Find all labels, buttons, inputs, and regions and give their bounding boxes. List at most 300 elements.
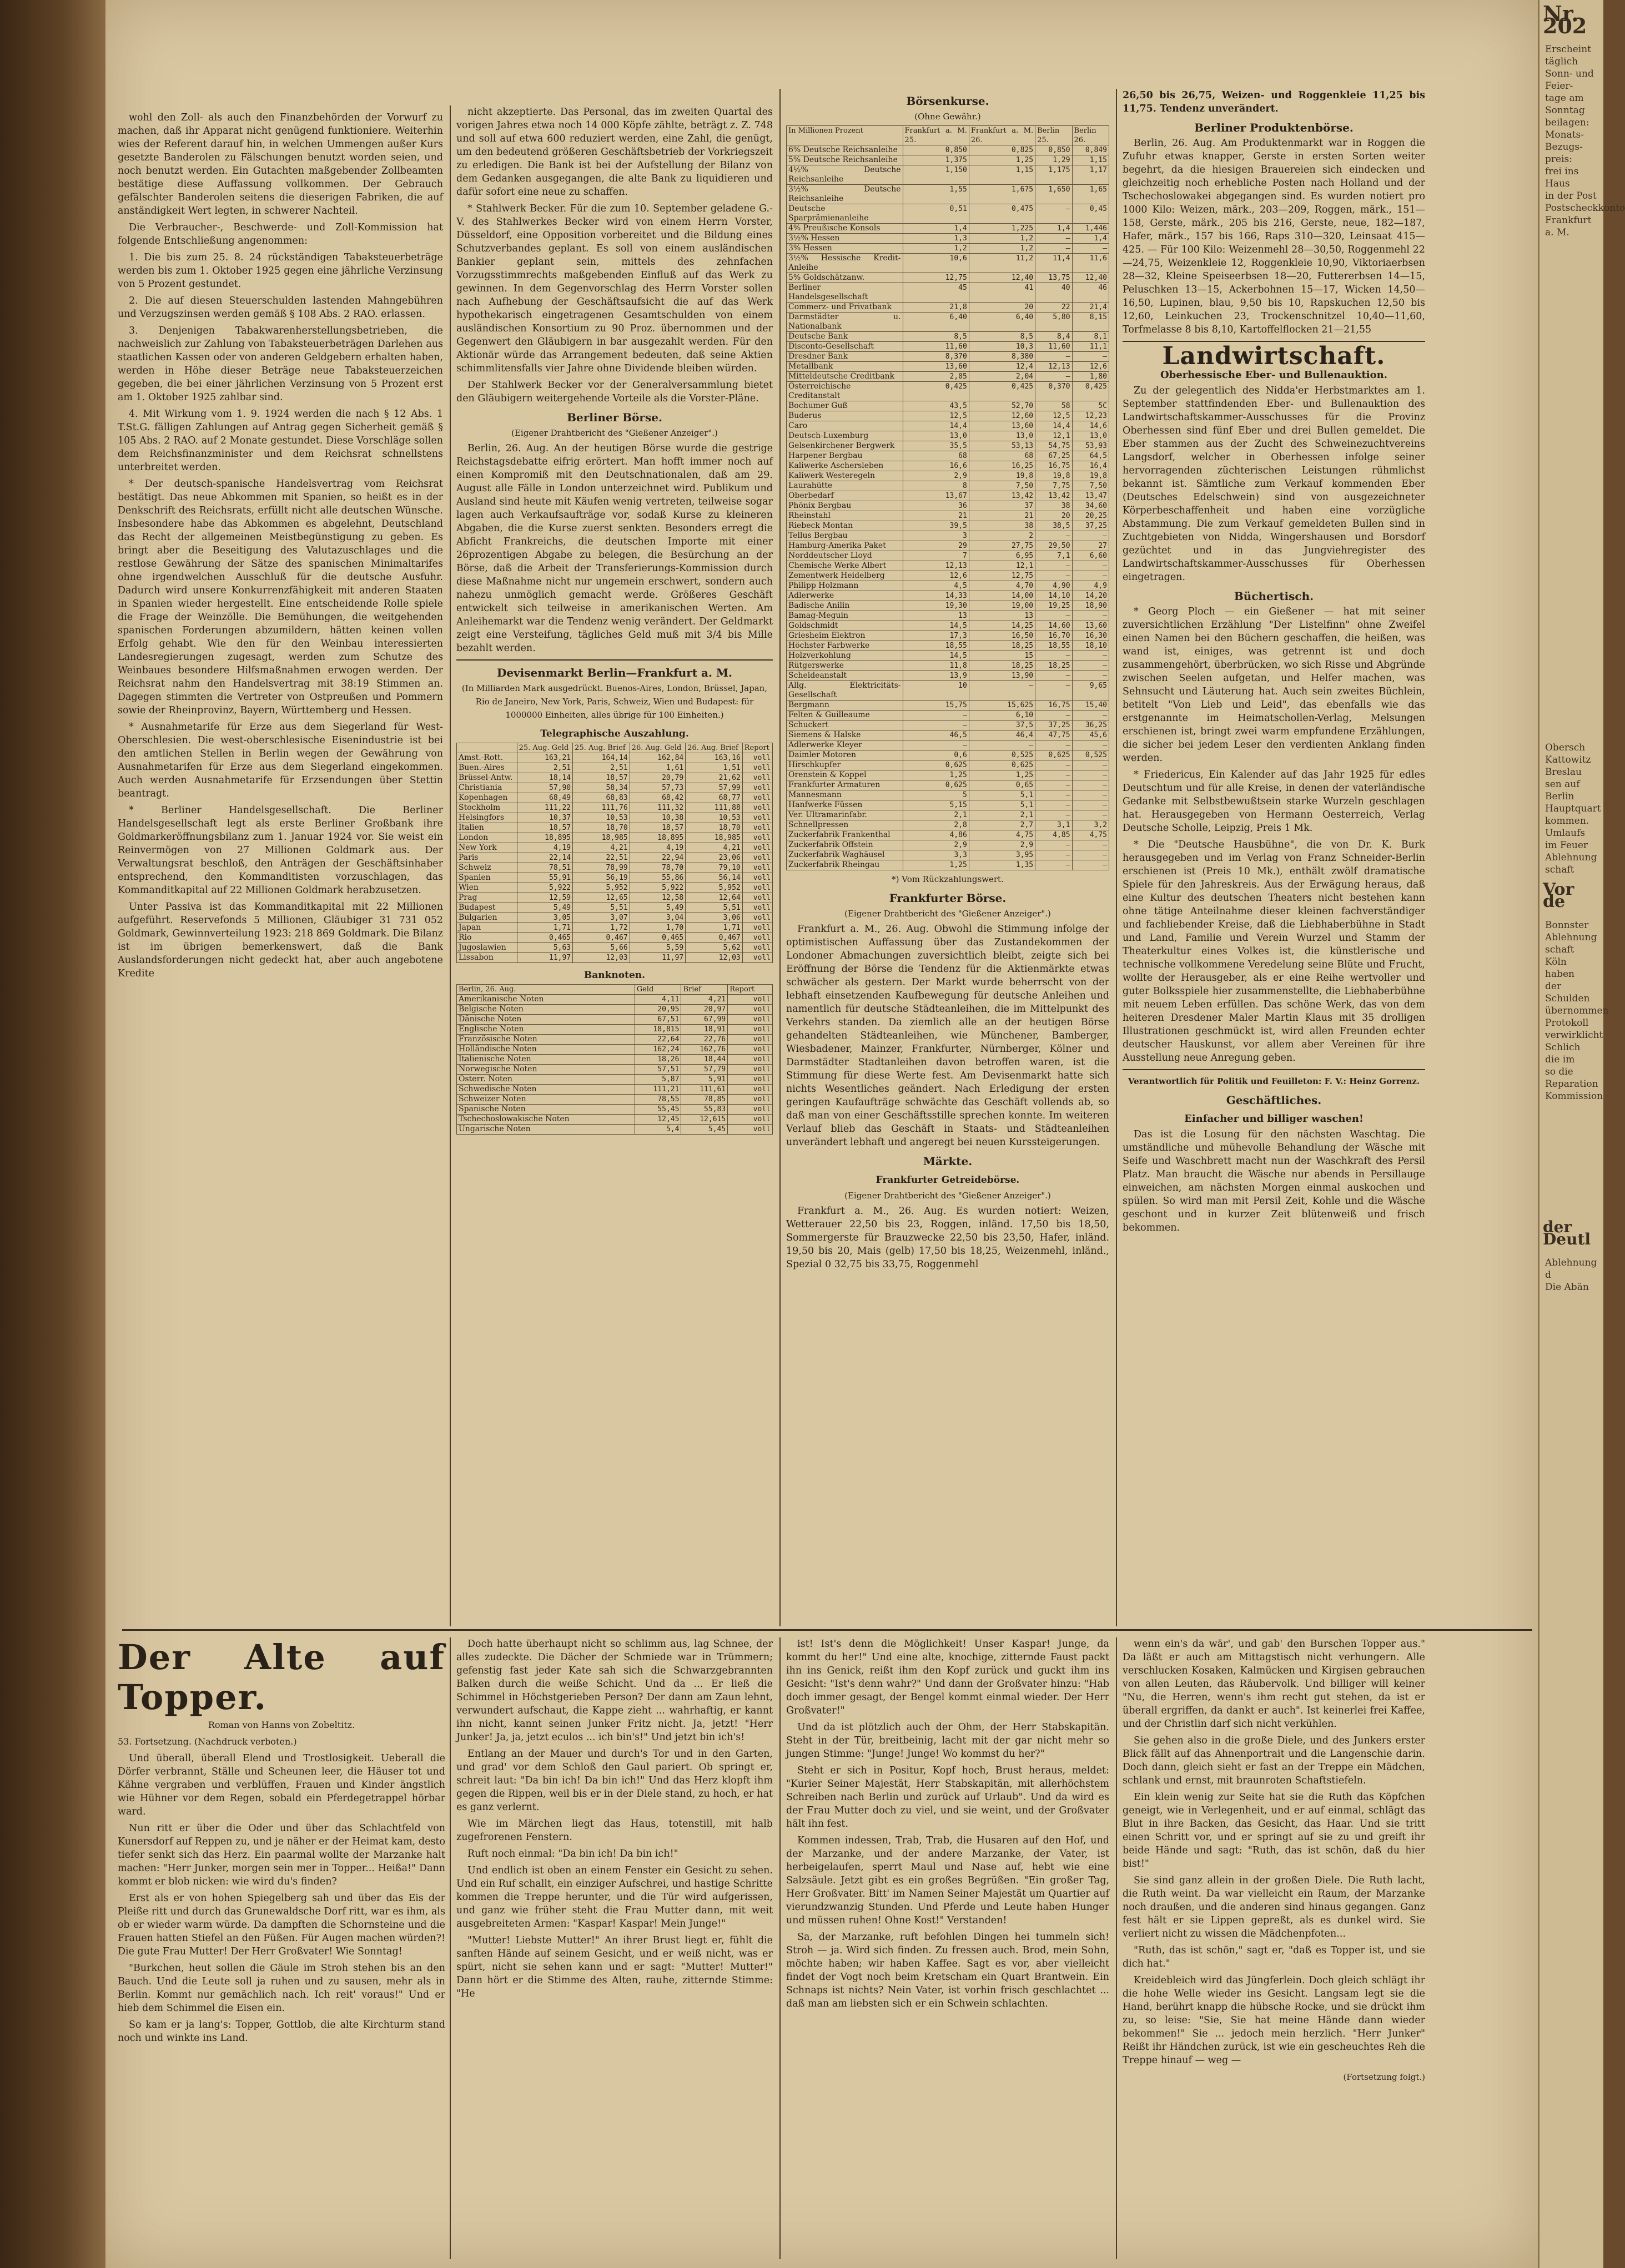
value-cell: 1,150 (903, 165, 969, 185)
table-row (787, 850, 1109, 860)
value-cell: — (1035, 531, 1072, 541)
row-label: Deutsche Bank (787, 332, 903, 342)
column-rule (1116, 1637, 1117, 2259)
value-cell: 3 (903, 531, 969, 541)
article-paragraph: 2. Die auf diesen Steuerschulden lastenden Mahngebühren und Verzugszinsen werden gemäß § 108 Abs. 2 RAO. erlassen. (118, 295, 443, 320)
row-label: Rio (457, 933, 517, 943)
value-cell: 78,70 (630, 863, 686, 873)
table-row (787, 362, 1109, 372)
value-cell: — (1072, 352, 1109, 362)
value-cell: 0,465 (630, 933, 686, 943)
value-cell: 19,8 (1035, 471, 1072, 481)
value-cell: 4,21 (573, 843, 630, 853)
table-row (787, 681, 1109, 700)
value-cell: 111,22 (517, 803, 573, 813)
row-label: 5% Goldschätzanw. (787, 273, 903, 283)
value-cell: 6,95 (969, 551, 1035, 561)
table-row (787, 382, 1109, 401)
table-row (457, 1095, 773, 1105)
novel-paragraph: Sie sind ganz allein in der großen Diele. Die Ruth lacht, die Ruth weint. Da war vielleicht ein Raum, der Marzanke noch draußen, und die anderen sind hinaus gegangen. Ganz fest hält er sie Lippen gepreßt, als es dunkel wird. Sie verliert nicht zu wissen die Mädchenpfoten... (1123, 1875, 1425, 1939)
row-label: Zuckerfabrik Frankenthal (787, 830, 903, 840)
value-cell: voll (742, 943, 772, 953)
value-cell: 0,625 (969, 760, 1035, 770)
value-cell: 0,525 (1072, 750, 1109, 760)
value-cell: 18,44 (681, 1055, 728, 1065)
article-paragraph: * Ausnahmetarife für Erze aus dem Siegerland für West-Oberschlesien. Die west-oberschlesische Eisenindustrie ist bei den amtlichen Stellen in Berlin wegen der Gewährung von Ausnahmetarifen für Erze aus dem Siegerland eingekommen. Auch werden Ausnahmetarife für Erzsendungen über Stettin beantragt. (118, 722, 443, 799)
value-cell: 38 (969, 521, 1035, 531)
value-cell: 14,5 (903, 651, 969, 661)
table-header-cell: 26. Aug. Brief (686, 743, 743, 753)
value-cell: 55,83 (681, 1105, 728, 1115)
row-label: Scheideanstalt (787, 671, 903, 681)
article-paragraph: 26,50 bis 26,75, Weizen- und Roggenkleie 11,25 bis 11,75. Tendenz unverändert. (1123, 90, 1425, 114)
value-cell: 14,6 (1072, 421, 1109, 431)
row-label: Goldschmidt (787, 621, 903, 631)
value-cell: 2,7 (969, 820, 1035, 830)
value-cell: 58 (1035, 401, 1072, 411)
row-label: Hamburg-Amerika Paket (787, 541, 903, 551)
table-row (457, 883, 773, 893)
auction-title: Oberhessische Eber- und Bullenauktion. (1160, 369, 1387, 381)
value-cell: 10 (903, 681, 969, 700)
row-label: Hanfwerke Füssen (787, 800, 903, 810)
row-label: Schwedische Noten (457, 1085, 635, 1095)
row-label: Schuckert (787, 720, 903, 730)
value-cell: 111,32 (630, 803, 686, 813)
value-cell: voll (728, 995, 773, 1005)
value-cell: voll (742, 863, 772, 873)
value-cell: 37,25 (1035, 720, 1072, 730)
value-cell: 18,91 (681, 1025, 728, 1035)
stock-prices-subtitle: (Ohne Gewähr.) (914, 112, 981, 122)
value-cell: 20 (969, 303, 1035, 313)
value-cell: 1,2 (903, 244, 969, 254)
value-cell: 3,06 (686, 913, 743, 923)
value-cell: 12,59 (517, 893, 573, 903)
value-cell: 12,45 (635, 1115, 681, 1125)
value-cell: 58,34 (573, 783, 630, 793)
stock-prices-table (786, 125, 1109, 870)
table-header-cell: Berlin 25. (1035, 126, 1072, 145)
value-cell: 164,14 (573, 753, 630, 763)
row-label: Caro (787, 421, 903, 431)
value-cell: 12,6 (903, 571, 969, 581)
table-row (787, 790, 1109, 800)
table-row (457, 803, 773, 813)
to-be-continued: (Fortsetzung folgt.) (1343, 2072, 1425, 2082)
value-cell: 4,75 (969, 830, 1035, 840)
value-cell: voll (742, 853, 772, 863)
value-cell: 67,99 (681, 1015, 728, 1025)
value-cell: 12,23 (1072, 411, 1109, 421)
value-cell: 18,25 (969, 641, 1035, 651)
value-cell: 5,15 (903, 800, 969, 810)
value-cell: 0,625 (1035, 750, 1072, 760)
row-label: Kaliwerk Westeregeln (787, 471, 903, 481)
value-cell: — (1072, 671, 1109, 681)
value-cell: 13,60 (969, 421, 1035, 431)
table-row (787, 145, 1109, 155)
value-cell: 2,9 (903, 840, 969, 850)
value-cell: 163,21 (517, 753, 573, 763)
newspaper-page (105, 0, 1538, 2268)
value-cell: 1,650 (1035, 185, 1072, 204)
value-cell: 18,70 (686, 823, 743, 833)
value-cell: 13,90 (969, 671, 1035, 681)
value-cell: 78,55 (635, 1095, 681, 1105)
value-cell: 57,79 (681, 1065, 728, 1075)
value-cell: — (1072, 770, 1109, 780)
row-label: Harpener Bergbau (787, 451, 903, 461)
value-cell: 19,8 (1072, 471, 1109, 481)
novel-paragraph: "Ruth, das ist schön," sagt er, "daß es Topper ist, und sie dich hat." (1123, 1945, 1425, 1969)
value-cell: 21 (969, 511, 1035, 521)
value-cell: 45,6 (1072, 730, 1109, 740)
value-cell: 57,99 (686, 783, 743, 793)
table-row (457, 1065, 773, 1075)
value-cell: 36,25 (1072, 720, 1109, 730)
article-paragraph: Frankfurt a. M., 26. Aug. Obwohl die Stimmung infolge der optimistischen Auffassung über das Zustandekommen der Londoner Abmachungen zuversichtlich bleibt, zeigte sich bei Eröffnung der Börse die Tendenz für die Aktienmärkte etwas schwächer als gestern. Der Markt wurde beherrscht von der lebhaft einsetzenden Kaufbewegung für deutsche Anleihen und namentlich für deutsche Städteanleihen, die im Mittelpunkt des Verkehrs standen. Da ziemlich alle an der heutigen Börse gehandelten Städteanleihen, wie Münchener, Bamberger, Wiesbadener, Mainzer, Frankfurter, Nürnberger, Kölner und Darmstädter Stadtanleihen davon betroffen waren, ist die Stimmung für diese Werte fest. Am Devisenmarkt hatte sich nichts Wesentliches geändert. Nach Erledigung der ersten geringen Kaufaufträge schwächte das Geschäft vollends ab, so daß man von einer Geschäftsstille sprechen konnte. Im weiteren Verlauf blieb das Geschäft in Staats- und Städteanleihen unverändert lebhaft und angeregt bei neuen Kurssteigerungen. (786, 924, 1109, 1148)
value-cell: 12,1 (1035, 431, 1072, 441)
value-cell: voll (728, 1095, 773, 1105)
row-label: Zuckerfabrik Rheingau (787, 860, 903, 870)
value-cell: 10,6 (903, 254, 969, 273)
row-label: Bulgarien (457, 913, 517, 923)
value-cell: 0,425 (903, 382, 969, 401)
novel-paragraph: Wie im Märchen liegt das Haus, totenstill, mit halb zugefrorenen Fenstern. (456, 1818, 773, 1843)
value-cell: 22,14 (517, 853, 573, 863)
table-row (787, 273, 1109, 283)
row-label: Darmstädter u. Nationalbank (787, 313, 903, 332)
row-label: 4½% Deutsche Reichsanleihe (787, 165, 903, 185)
value-cell: — (1072, 800, 1109, 810)
row-label: Holzverkohlung (787, 651, 903, 661)
value-cell: voll (742, 753, 772, 763)
value-cell: 6,10 (969, 710, 1035, 720)
value-cell: voll (728, 1055, 773, 1065)
row-label: Schweiz (457, 863, 517, 873)
value-cell: — (1072, 810, 1109, 820)
value-cell: 17,3 (903, 631, 969, 641)
value-cell: 1,225 (969, 224, 1035, 234)
book-binding-edge (0, 0, 105, 2268)
value-cell: 0,825 (969, 145, 1035, 155)
value-cell: 40 (1035, 283, 1072, 303)
value-cell: voll (742, 763, 772, 773)
novel-paragraph: Doch hatte überhaupt nicht so schlimm aus, lag Schnee, der alles zudeckte. Die Dächer der Schmiede war in Trümmern; gefenstig fast jeder Kate sah sich die Schwarzgebrannten Balken durch die weiße Schicht. Und da ... Er ließ die Schimmel in Höchstgerieben Person? Der dann am Zaun lehnt, verwundert aufschaut, die Kappe zieht ... wahrhaftig, er kannt ihn nicht, kannt seinen Junker Fritz nicht. Ja, jetzt! "Herr Junker! Ja, ja, jetzt eculos ... ich bin's!" Und jetzt bin ich's! (456, 1639, 773, 1743)
value-cell: 11,60 (1035, 342, 1072, 352)
column-rule (1116, 89, 1117, 1626)
novel-paragraph: Kommen indessen, Trab, Trab, die Husaren auf den Hof, und der Marzanke, und der andere Marzanke, der Vater, ist herbeigelaufen, sperrt Maul und Nase auf, hebt wie eine Salzsäule. Jetzt gibt es ein großes Begrüßen. "Ein großer Tag, Herr Großvater. Bitt' im Namen Seiner Majestät um Quartier auf vierundzwanzig Stunden. Und Pferde und Leute haben Hunger und müssen ruhen! Ohne Kost!" Verstanden! (786, 1835, 1109, 1926)
value-cell: — (1035, 234, 1072, 244)
table-row (787, 372, 1109, 382)
value-cell: — (1072, 790, 1109, 800)
value-cell: 18,10 (1072, 641, 1109, 651)
table-header-cell: Report (728, 985, 773, 995)
row-label: Berliner Handelsgesellschaft (787, 283, 903, 303)
value-cell: voll (742, 843, 772, 853)
article-paragraph: 1. Die bis zum 25. 8. 24 rückständigen Tabaksteuerbeträge werden bis zum 1. Oktober 1925 gegen eine jährliche Verzinsung von 5 Prozent gestundet. (118, 252, 443, 290)
value-cell: 36 (903, 501, 969, 511)
value-cell: 23,06 (686, 853, 743, 863)
value-cell: 21,4 (1072, 303, 1109, 313)
value-cell: 54,75 (1035, 441, 1072, 451)
article-paragraph: Das ist die Losung für den nächsten Waschtag. Die umständliche und mühevolle Behandlung der Wäsche mit Seife und Waschbrett macht nun der Waschkraft des Persil Platz. Man braucht die Wäsche nur abends in Persillauge einweichen, am nächsten Morgen einmal auskochen und spülen. So wird man mit Persil Zeit, Kohle und die Wäsche geschont und in kurzer Zeit blütenweiß und frisch bekommen. (1123, 1129, 1425, 1233)
divider (1123, 1069, 1425, 1070)
value-cell: — (1035, 780, 1072, 790)
value-cell: 14,20 (1072, 591, 1109, 601)
table-header-cell: 26. Aug. Geld (630, 743, 686, 753)
value-cell: 3,07 (573, 913, 630, 923)
value-cell: 7,50 (969, 481, 1035, 491)
value-cell: 2,1 (969, 810, 1035, 820)
value-cell: voll (728, 1045, 773, 1055)
table-row (787, 421, 1109, 431)
value-cell: 78,51 (517, 863, 573, 873)
value-cell: voll (742, 903, 772, 913)
value-cell: 45 (903, 283, 969, 303)
table-row (787, 441, 1109, 451)
value-cell: voll (742, 883, 772, 893)
frankfurt-exchange-title: Frankfurter Börse. (889, 891, 1007, 905)
value-cell: 15,625 (969, 700, 1035, 710)
value-cell: 11,6 (1072, 254, 1109, 273)
value-cell: 14,5 (903, 621, 969, 631)
value-cell: 16,30 (1072, 631, 1109, 641)
row-label: 4% Preußische Konsols (787, 224, 903, 234)
row-label: Holländische Noten (457, 1045, 635, 1055)
value-cell: 3,3 (903, 850, 969, 860)
value-cell: voll (742, 783, 772, 793)
value-cell: 5,80 (1035, 313, 1072, 332)
table-row (787, 820, 1109, 830)
value-cell: 11,4 (1035, 254, 1072, 273)
value-cell: 2 (969, 531, 1035, 541)
row-label: Amst.-Rott. (457, 753, 517, 763)
value-cell: 5,63 (517, 943, 573, 953)
row-label: Prag (457, 893, 517, 903)
table-row (787, 165, 1109, 185)
value-cell: 18,895 (517, 833, 573, 843)
novel-paragraph: Und da ist plötzlich auch der Ohm, der Herr Stabskapitän. Steht in der Tür, breitbeinig, lacht mit der gar nicht mehr so jungen Stimme: "Junge! Junge! Wo kommst du her?" (786, 1722, 1109, 1760)
row-label: Metallbank (787, 362, 903, 372)
value-cell: 16,75 (1035, 461, 1072, 471)
value-cell: 5,49 (630, 903, 686, 913)
value-cell: 5,62 (686, 943, 743, 953)
row-label: Zuckerfabrik Waghäusel (787, 850, 903, 860)
table-row (787, 185, 1109, 204)
value-cell: 29 (903, 541, 969, 551)
table-row (457, 1025, 773, 1035)
article-paragraph: * Berliner Handelsgesellschaft. Die Berliner Handelsgesellschaft legt als erste Berliner Großbank ihre Goldmarkeröffnungsbilanz zum 1. Januar 1924 vor. Sie weist ein Reinvermögen von 27 Millionen Goldmark aus. Der Verwaltungsrat beschloß, den Anträgen der Geschäftsinhaber entsprechend, den Kommanditisten vorzuschlagen, das Kommanditkapital auf 22 Millionen Goldmark herabzusetzen. (118, 805, 443, 896)
row-label: Deutsche Sparprämienanleihe (787, 204, 903, 224)
table-row (787, 740, 1109, 750)
value-cell: 5,51 (686, 903, 743, 913)
value-cell: 12,40 (969, 273, 1035, 283)
row-label: Schweizer Noten (457, 1095, 635, 1105)
value-cell: — (969, 740, 1035, 750)
value-cell: voll (728, 1085, 773, 1095)
novel-paragraph: Erst als er von hohen Spiegelberg sah und über das Eis der Pleiße ritt und durch das Grunewaldsche Dorf ritt, war es ihm, als ob er wieder warm würde. Da dampften die Schornsteine und die Frauen hatten Stiefel an den Füßen. Für Augen machen würden?! Die gute Frau Mutter! Der Herr Großvater! Wie Sonntag! (118, 1893, 445, 1957)
table-row (787, 342, 1109, 352)
value-cell: 22 (1035, 303, 1072, 313)
business-headline: Einfacher und billiger waschen! (1184, 1113, 1364, 1125)
value-cell: 2,05 (903, 372, 969, 382)
value-cell: 0,525 (969, 750, 1035, 760)
value-cell: — (1035, 790, 1072, 800)
table-row (787, 671, 1109, 681)
row-label: Amerikanische Noten (457, 995, 635, 1005)
table-row (787, 770, 1109, 780)
value-cell: 11,2 (969, 254, 1035, 273)
value-cell: 1,4 (1072, 234, 1109, 244)
value-cell: 43,5 (903, 401, 969, 411)
value-cell: 41 (969, 283, 1035, 303)
value-cell: 5,59 (630, 943, 686, 953)
novel-paragraph: Sie gehen also in die große Diele, und des Junkers erster Blick fällt auf das Ahnenportrait und die Langenschie darin. Doch dann, gleich sieht er fast an der Treppe ein Mädchen, schlank und ernst, mit braunroten Schaftstiefeln. (1123, 1735, 1425, 1786)
value-cell: 57,90 (517, 783, 573, 793)
value-cell: voll (742, 813, 772, 823)
responsible-editor: Verantwortlich für Politik und Feuilleton: F. V.: Heinz Gorrenz. (1128, 1076, 1420, 1086)
novel-title: Der Alte auf Topper. (118, 1637, 445, 1717)
grain-exchange-subtitle: (Eigener Drahtbericht des "Gießener Anzeiger".) (844, 1191, 1051, 1201)
value-cell: 1,65 (1072, 185, 1109, 204)
novel-paragraph: Sa, der Marzanke, ruft befohlen Dingen hei tummeln sich! Stroh — ja. Wird sich finden. Zu fressen auch. Brod, mein Sohn, möchte haben; wir haben Kaffee. Sagt es vor, aber vielleicht findet der Vogt noch beim Kretscham ein Quart Brantwein. Ein Schnaps ist nichts? Nein Vater, ist vorhin frisch geschlachtet ... daß man am liebsten sich er ein Schwein schlachten. (786, 1932, 1109, 2009)
row-label: Gelsenkirchener Bergwerk (787, 441, 903, 451)
article-paragraph: wohl den Zoll- als auch den Finanzbehörden der Vorwurf zu machen, daß ihr Apparat nicht genügend funktioniere. Weiterhin wies der Referent darauf hin, in welchen Ummengen außer Kurs gesetzte Banderolen zu Fälschungen benutzt worden seien, und noch benutzt werden. Ein Gutachten maßgebender Zollbeamten bestätige diese Auffassung vollkommen. Der Gebrauch gefälschter Banderolen seitens die dieserigen Fabriken, die auf anständigkeit Wert legten, in schwerer Nachteil. (118, 112, 443, 216)
row-label: Daimler Motoren (787, 750, 903, 760)
value-cell: 3,95 (969, 850, 1035, 860)
value-cell: — (1035, 372, 1072, 382)
table-row (787, 431, 1109, 441)
grain-exchange-title: Frankfurter Getreidebörse. (876, 1175, 1020, 1186)
value-cell: 12,65 (573, 893, 630, 903)
value-cell: — (1035, 840, 1072, 850)
value-cell: 14,25 (969, 621, 1035, 631)
table-row (787, 581, 1109, 591)
value-cell: voll (728, 1025, 773, 1035)
feuilleton-divider (122, 1629, 1532, 1631)
value-cell: 18,895 (630, 833, 686, 843)
table-row (457, 933, 773, 943)
table-row (457, 773, 773, 783)
article-paragraph: Zu der gelegentlich des Nidda'er Herbstmarktes am 1. September stattfindenden Eber- und Bullenauktion des Landwirtschaftskammer-Ausschusses für die Provinz Oberhessen sind fünf Eber und drei Bullen gemeldet. Die Eber stammen aus der Zucht des Schweinezuchtvereins Langsdorf, welcher in Oberhessen infolge seiner hervorragenden züchterischen Leistungen rühmlichst bekannt ist. Sämtliche zum Verkauf kommenden Eber (Deutsches Edelschwein) sind von ausgezeichneter Körperbeschaffenheit und haben eine vorzügliche Abstammung. Die zum Verkauf gemeldeten Bullen sind in Zuchtgebieten von Nidda, Wingershausen und Borsdorf gezüchtet und in das Jungviehregister des Landwirtschaftskammer-Ausschusses für Oberhessen eingetragen. (1123, 385, 1425, 583)
value-cell: 14,00 (969, 591, 1035, 601)
value-cell: 4,5 (903, 581, 969, 591)
value-cell: 57,51 (635, 1065, 681, 1075)
value-cell: — (1072, 244, 1109, 254)
value-cell: — (1035, 204, 1072, 224)
table-row (787, 631, 1109, 641)
article-paragraph: 4. Mit Wirkung vom 1. 9. 1924 werden die nach § 12 Abs. 1 T.St.G. fälligen Zahlungen auf Antrag gegen Sicherheit gemäß § 105 Abs. 2 RAO. auf 2 Monate gestundet. Diese Vorschläge sollen dem Reichsfinanzminister und dem Reichsrat schnellstens unterbreitet werden. (118, 409, 443, 473)
row-label: Lissabon (457, 953, 517, 963)
article-paragraph: 3. Denjenigen Tabakwarenherstellungsbetrieben, die nachweislich zur Zahlung von Tabaksteuerbeträgen Darlehen aus staatlichen Kassen oder von anderen Geldgebern erhalten haben, werden in Höhe dieser Beträge neue Tabaksteuerzeichen gegeben, die bei einer jährlichen Verzinsung von 5 Prozent erst am 1. Oktober 1925 zahlbar sind. (118, 325, 443, 403)
value-cell: 5,922 (630, 883, 686, 893)
table-row (457, 1075, 773, 1085)
table-row (457, 1085, 773, 1095)
value-cell: 5,1 (969, 800, 1035, 810)
value-cell: — (1035, 850, 1072, 860)
value-cell: 37,25 (1072, 521, 1109, 531)
table-row (787, 720, 1109, 730)
article-paragraph: * Die "Deutsche Hausbühne", die von Dr. K. Burk herausgegeben und im Verlag von Franz Schneider-Berlin erschienen ist (Preis 10 Mk.), enthält zwölf dramatische Spiele für den Jahreskreis. Aus der Erwägung heraus, daß eine Kultur des deutschen Theaters nicht bestehen kann ohne tätige Anteilnahme dieser kleinen fachverständiger und fachliebender Kreise, daß die Liebhaberbühne in Stadt und Land, Familie und Verein Wurzel und Stamm der Theaterkultur eines Volkes ist, die künstlerische und technische vollkommene Veredelung seine Blüte und Frucht, wollte der Herausgeber, als er eine Reihe wertvoller und guter Bolksspiele hier zusammenstellte, die Liebhaberbühne mit neuem Leben erfüllen. Das schöne Werk, das von dem heiteren Dresdener Maler Martin Klaus mit 35 drolligen Illustrationen geschmückt ist, wird allen Freunden echter deutscher Hauskunst, vor allem aber Vereinen für ihre Ausstellung neue Anregung geben. (1123, 839, 1425, 1064)
row-label: Tschechoslowakische Noten (457, 1115, 635, 1125)
article-paragraph: * Georg Ploch — ein Gießener — hat mit seiner zuversichtlichen Erzählung "Der Listelfinn" ohne Zweifel einen Namen bei den Büchern geschaffen, die heißen, was wand ist, einiges, was getrennt ist und doch zusammengehört, überbrücken, wo sich Risse und Abgründe zwischen Seelen aufgetan, und Helfer machen, was Sehnsucht und Läuterung hat. Auch sein zweites Büchlein, betitelt "Von Lieb und Leid", das ebenfalls wie das erstgenannte im Heimatschollen-Verlag, Melsungen erschienen ist, bringt zwei warm empfundene Erzählungen, die sicher bei jedem Leser den verdienten Anklang finden werden. (1123, 606, 1425, 764)
row-label: Buen.-Aires (457, 763, 517, 773)
table-row (457, 893, 773, 903)
row-label: 6% Deutsche Reichsanleihe (787, 145, 903, 155)
row-label: 3% Hessen (787, 244, 903, 254)
column-rule (779, 1637, 781, 2259)
value-cell: 18,55 (903, 641, 969, 651)
novel-paragraph: "Mutter! Liebste Mutter!" An ihrer Brust liegt er, fühlt die sanften Hände auf seinem Gesicht, und er weiß nicht, was er spürt, nicht sie sehen kann und er sagt: "Mutter! Mutter!" Dann hört er die Stimme des Alten, rauhe, zitternde Stimme: "He (456, 1935, 773, 1999)
value-cell: 12,13 (1035, 362, 1072, 372)
article-paragraph: Berlin, 26. Aug. Am Produktenmarkt war in Roggen die Zufuhr etwas knapper, Gerste in ersten Sorten weiter begehrt, da die hiesigen Brauereien sich eindecken und gleichzeitig noch erhebliche Posten nach Holland und der Tschechoslowakei abgegangen sind. Es wurden notiert pro 1000 Kilo: Weizen, märk., 203—209, Roggen, märk., 151—158, Gerste, märk., 205 bis 216, Gerste, neue, 182—187, Hafer, märk., 157 bis 166, Raps 310—320, Leinsaat 415—425. — Für 100 Kilo: Weizenmehl 28—30,50, Roggenmehl 22—24,75, Weizenkleie 12, Roggenkleie 10,90, Viktoriaerbsen 28—32, Kleine Speiseerbsen 18—20, Futtererbsen 14—15, Peluschken 13—15, Ackerbohnen 15—17, Wicken 14,50—16,50, Lupinen, blau, 9,50 bis 10, Rapskuchen 12,50 bis 12,60, Leinkuchen 23, Trockenschnitzel 10,40—11,60, Torfmelasse 8 bis 8,10, Kartoffelflocken 21—21,55 (1123, 138, 1425, 335)
value-cell: 5 (903, 790, 969, 800)
value-cell: 0,65 (969, 780, 1035, 790)
value-cell: 13 (903, 611, 969, 621)
table-row (787, 521, 1109, 531)
table-row (457, 793, 773, 803)
row-label: Zuckerfabrik Offstein (787, 840, 903, 850)
value-cell: voll (742, 823, 772, 833)
table-row (787, 860, 1109, 870)
value-cell: 68 (903, 451, 969, 461)
value-cell: voll (742, 873, 772, 883)
row-label: Norwegische Noten (457, 1065, 635, 1075)
value-cell: 16,50 (969, 631, 1035, 641)
value-cell: 55,45 (635, 1105, 681, 1115)
value-cell: 1,25 (969, 155, 1035, 165)
telegraphic-transfer-table (456, 743, 773, 963)
value-cell: 18,14 (517, 773, 573, 783)
value-cell: 11,97 (630, 953, 686, 963)
table-row (457, 813, 773, 823)
row-label: Stockholm (457, 803, 517, 813)
value-cell: 0,625 (903, 760, 969, 770)
value-cell: 13 (969, 611, 1035, 621)
table-header-cell: Berlin 26. (1072, 126, 1109, 145)
table-row (787, 313, 1109, 332)
novel-paragraph: Ruft noch einmal: "Da bin ich! Da bin ich!" (467, 1848, 678, 1859)
value-cell: 22,51 (573, 853, 630, 863)
table-row (787, 461, 1109, 471)
value-cell: 1,71 (517, 923, 573, 933)
table-header-cell: Report (742, 743, 772, 753)
value-cell: — (1072, 661, 1109, 671)
value-cell: 0,625 (903, 780, 969, 790)
table-row (787, 471, 1109, 481)
value-cell: 6,40 (903, 313, 969, 332)
value-cell: voll (728, 1065, 773, 1075)
value-cell: 13,60 (1072, 621, 1109, 631)
value-cell: — (1072, 571, 1109, 581)
row-label: Frankfurter Armaturen (787, 780, 903, 790)
value-cell: 1,80 (1072, 372, 1109, 382)
text-fragment: Bonnster Ablehnung schaft Köln haben der Schulden übernommen Protokoll verwirklicht Schlich die im so die Reparation Kommission (1545, 920, 1609, 1102)
article-paragraph: * Stahlwerk Becker. Für die zum 10. September geladene G.-V. des Stahlwerkes Becker wird von einem Herrn Vorster, Düsseldorf, eine Opposition vorbereitet und die Bildung eines Schutzverbandes geplant. Es soll von einem ausländischen Bankier geplant sein, mittels des zehnfachen Vorzugsstimmrechts maßgebenden Einfluß auf das Werk zu gewinnen. In dem Gegenvorschlag des Herrn Vorster sollen nach Aufhebung der Geschäftsaufsicht die auf das Werk hypothekarisch eingetragenen Gesamtschulden von einem ausländischen Konsortium zu 90 Proz. übernommen und der Gegenwert den Gläubigern in bar ausgezahlt werden. Für den Aktionär würde das Arrangement bedeuten, daß seine Aktien schimmlitensfalls vier Jahre ohne Dividende bleiben würden. (456, 203, 773, 374)
table-row (457, 1105, 773, 1115)
stock-prices-title: Börsenkurse. (906, 94, 989, 108)
value-cell: 111,21 (635, 1085, 681, 1095)
value-cell: — (969, 681, 1035, 700)
value-cell: — (1072, 760, 1109, 770)
value-cell: 12,5 (903, 411, 969, 421)
value-cell: 4,86 (903, 830, 969, 840)
value-cell: — (903, 740, 969, 750)
value-cell: 8 (903, 481, 969, 491)
value-cell: 5,91 (681, 1075, 728, 1085)
